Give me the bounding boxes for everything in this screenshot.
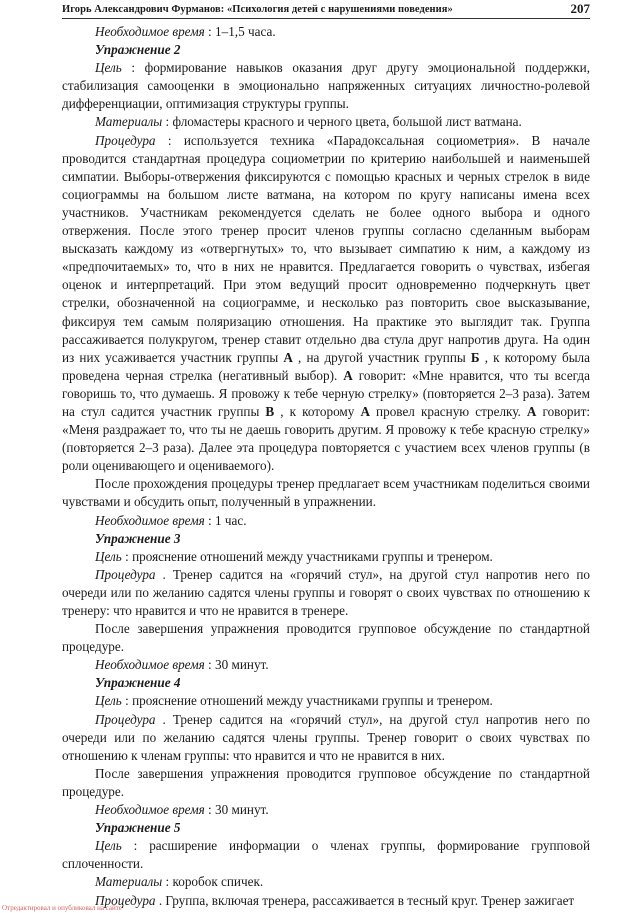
exercise-heading: Упражнение 4 xyxy=(95,675,181,691)
exercise-heading: Упражнение 2 xyxy=(95,42,181,58)
footer-watermark: Отредактировал и опубликовал на сайте xyxy=(2,904,122,912)
field-label: Процедура xyxy=(95,711,156,727)
field-label: Цель xyxy=(95,60,122,76)
paragraph-materials: Материалы : фломастеры красного и черного цвета, большой лист ватмана. xyxy=(95,114,522,130)
paragraph-procedure: Процедура . Тренер садится на «горячий стул», на другой стул напротив него по очереди или по желанию садятся члены группы. Тренер говорит о своих чувствах по отношению к членам группы: что нравится и что не нравится в них. xyxy=(62,711,590,763)
paragraph-materials: Материалы : коробок спичек. xyxy=(95,874,264,890)
header-title: Игорь Александрович Фурманов: «Психология детей с нарушениями поведения» xyxy=(62,4,453,15)
page-number: 207 xyxy=(570,1,590,16)
field-label: Необходимое время xyxy=(95,657,205,673)
field-label: Процедура xyxy=(95,892,156,908)
paragraph-time: Необходимое время : 30 минут. xyxy=(95,657,269,673)
paragraph-procedure: Процедура : используется техника «Парадоксальная социометрия». В начале проводится стандартная процедура социометрии по критерию наибольшей и наименьшей симпатии. Выборы-отвержения фиксируются с помощью красных и черных стрелок в виде социограммы на большом листе ватмана, на котором по кругу написаны имена всех участников. Участникам рекомендуется сделать не более одного выбора и одного отвержения. После этого тренер просит членов группы согласно сделанным выборам высказать каждому из «отвергнутых» то, что вызывает симпатию к ним, а каждому из «предпочитаемых» то, что в них не нравится. Предлагается говорить о чувствах, избегая оценок и интерпретаций. При этом ведущий просит одновременно подчеркнуть цвет стрелки, обозначенной на социограмме, и несколько раз повторить свое высказывание, фиксируя тем самым поляризацию отношения. На практике это выглядит так. Группа рассаживается полукругом, тренер ставит отдельно два стула друг напротив друга. На один из них усаживается участник группы А , на другой участник группы Б , к которому была проведена черная стрелка (негативный выбор). А говорит: «Мне нравится, что ты всегда говоришь то, что думаешь. Я провожу к тебе черную стрелку» (повторяется 2–3 раза). Затем на стул садится участник группы В , к которому А провел красную стрелку. А говорит: «Меня раздражает то, что ты не даешь говорить другим. Я провожу к тебе красную стрелку» (повторяется 2–3 раза). Далее эта процедура повторяется с участием всех членов группы (в роли оценивающего и оцениваемого). xyxy=(62,132,590,474)
paragraph-text: После прохождения процедуры тренер предлагает всем участникам поделиться своими чувствами и обсудить опыт, полученный в упражнении. xyxy=(62,476,590,510)
field-label: Материалы xyxy=(95,874,163,890)
paragraph-text: После завершения упражнения проводится групповое обсуждение по стандартной процедуре. xyxy=(62,765,590,799)
paragraph-procedure: Процедура . Тренер садится на «горячий стул», на другой стул напротив него по очереди или по желанию садятся члены группы и говорят о своих чувствах по отношению к тренеру: что нравится и что не нравится в тренере. xyxy=(62,566,590,618)
paragraph-text: После завершения упражнения проводится групповое обсуждение по стандартной процедуре. xyxy=(62,621,590,655)
field-label: Необходимое время xyxy=(95,24,205,39)
paragraph-goal: Цель : формирование навыков оказания друг другу эмоциональной поддержки, стабилизация самооценки в эмоционально напряженных ситуациях личностно-ролевой дифференциации, оптимизация структуры группы. xyxy=(62,60,590,112)
paragraph-goal: Цель : прояснение отношений между участниками группы и тренером. xyxy=(95,693,493,709)
field-label: Процедура xyxy=(95,132,156,148)
body-text xyxy=(62,23,590,910)
running-header xyxy=(62,3,590,19)
exercise-heading: Упражнение 3 xyxy=(95,530,181,546)
field-label: Необходимое время xyxy=(95,512,205,528)
paragraph-time: Необходимое время : 1 час. xyxy=(95,512,247,528)
exercise-heading: Упражнение 5 xyxy=(95,820,181,836)
field-label: Необходимое время xyxy=(95,802,205,818)
paragraph-time: Необходимое время : 30 минут. xyxy=(95,802,269,818)
field-label: Цель xyxy=(95,838,122,854)
paragraph-goal: Цель : прояснение отношений между участниками группы и тренером. xyxy=(95,548,493,564)
field-label: Процедура xyxy=(95,566,156,582)
paragraph-procedure: Процедура . Группа, включая тренера, рассаживается в тесный круг. Тренер зажигает xyxy=(95,892,575,908)
paragraph-goal: Цель : расширение информации о членах группы, формирование групповой сплоченности. xyxy=(62,838,590,872)
paragraph-time: Необходимое время : 1–1,5 часа. xyxy=(95,24,276,39)
field-label: Цель xyxy=(95,548,122,564)
field-label: Цель xyxy=(95,693,122,709)
field-label: Материалы xyxy=(95,114,163,130)
